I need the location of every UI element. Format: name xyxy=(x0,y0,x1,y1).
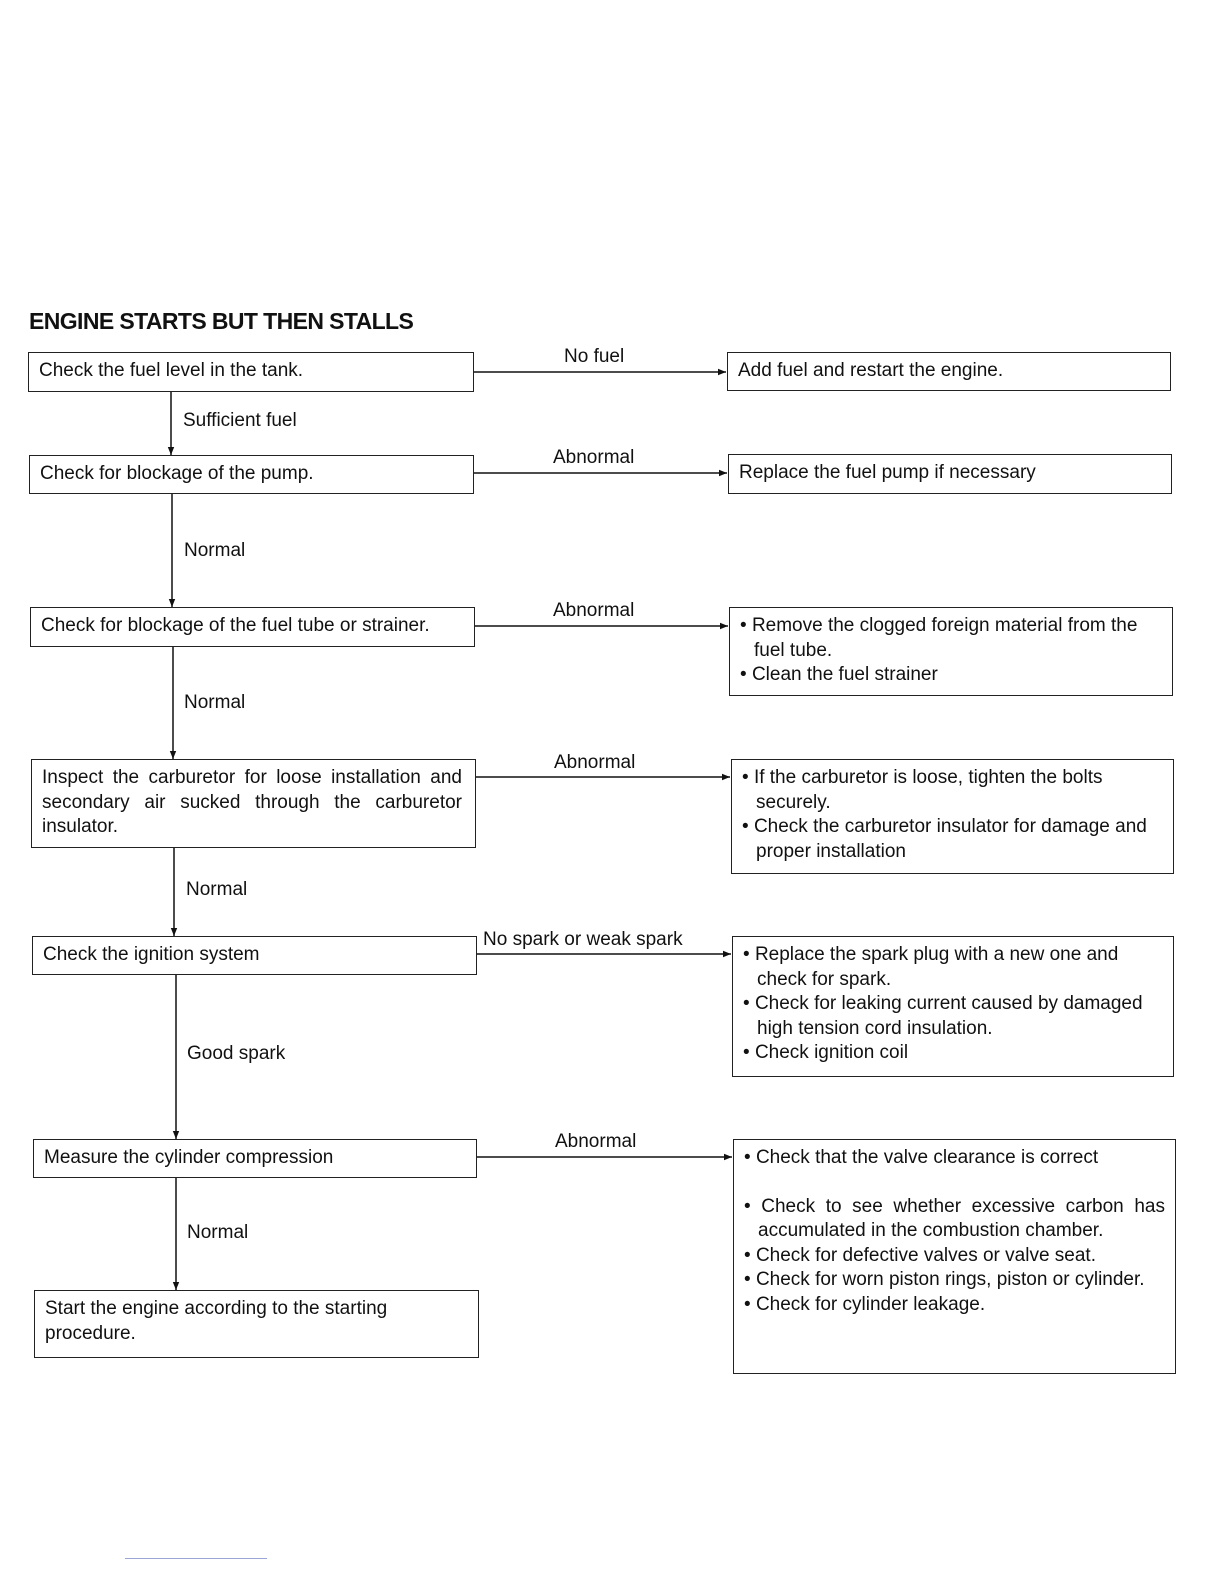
action-box-add-fuel: Add fuel and restart the engine. xyxy=(727,352,1171,391)
action-bullet: • If the carburetor is loose, tighten the bolts securely. xyxy=(742,766,1163,815)
check-box-fuel-level: Check the fuel level in the tank. xyxy=(28,352,474,392)
down-label-normal-4: Normal xyxy=(187,1222,249,1243)
action-bullet: • Replace the spark plug with a new one and check for spark. xyxy=(743,943,1163,992)
check-box-ignition: Check the ignition system xyxy=(32,936,477,975)
action-bullet: • Check for leaking current caused by damaged high tension cord insulation. xyxy=(743,992,1163,1041)
down-label-normal-1: Normal xyxy=(184,540,246,561)
side-label-abnormal-2: Abnormal xyxy=(553,600,635,621)
action-bullet: • Check for worn piston rings, piston or cylinder. xyxy=(744,1268,1165,1293)
action-box-ignition xyxy=(732,936,1174,1077)
action-bullet: • Check ignition coil xyxy=(743,1041,1163,1066)
check-box-compression: Measure the cylinder compression xyxy=(33,1139,477,1178)
down-label-good-spark: Good spark xyxy=(187,1043,286,1064)
action-bullet: • Clean the fuel strainer xyxy=(740,663,1162,688)
side-label-no-fuel: No fuel xyxy=(564,346,625,367)
down-label-normal-3: Normal xyxy=(186,879,248,900)
action-bullet: • Check for defective valves or valve seat. xyxy=(744,1244,1165,1269)
action-box-fuel-tube xyxy=(729,607,1173,696)
action-bullet: • Check the carburetor insulator for damage and proper installation xyxy=(742,815,1163,864)
action-bullet: • Check to see whether excessive carbon has accumulated in the combustion chamber. xyxy=(744,1195,1165,1244)
side-label-abnormal-4: Abnormal xyxy=(555,1131,637,1152)
action-bullet: • Check that the valve clearance is correct xyxy=(744,1146,1165,1171)
side-label-no-spark: No spark or weak spark xyxy=(483,929,683,950)
check-box-carburetor: Inspect the carburetor for loose installation and secondary air sucked through the carburetor insulator. xyxy=(31,759,476,848)
side-label-abnormal-3: Abnormal xyxy=(554,752,636,773)
action-box-replace-pump: Replace the fuel pump if necessary xyxy=(728,454,1172,494)
action-box-carburetor xyxy=(731,759,1174,874)
footer-rule xyxy=(125,1558,267,1559)
check-box-pump-blockage: Check for blockage of the pump. xyxy=(29,455,474,494)
side-label-abnormal-1: Abnormal xyxy=(553,447,635,468)
down-label-sufficient-fuel: Sufficient fuel xyxy=(183,410,297,431)
down-label-normal-2: Normal xyxy=(184,692,246,713)
action-bullet: • Remove the clogged foreign material from the fuel tube. xyxy=(740,614,1162,663)
action-bullet: • Check for cylinder leakage. xyxy=(744,1293,1165,1318)
action-box-compression xyxy=(733,1139,1176,1374)
page-title: ENGINE STARTS BUT THEN STALLS xyxy=(29,308,414,334)
check-box-start-engine: Start the engine according to the starting procedure. xyxy=(34,1290,479,1358)
check-box-fuel-tube: Check for blockage of the fuel tube or strainer. xyxy=(30,607,475,647)
